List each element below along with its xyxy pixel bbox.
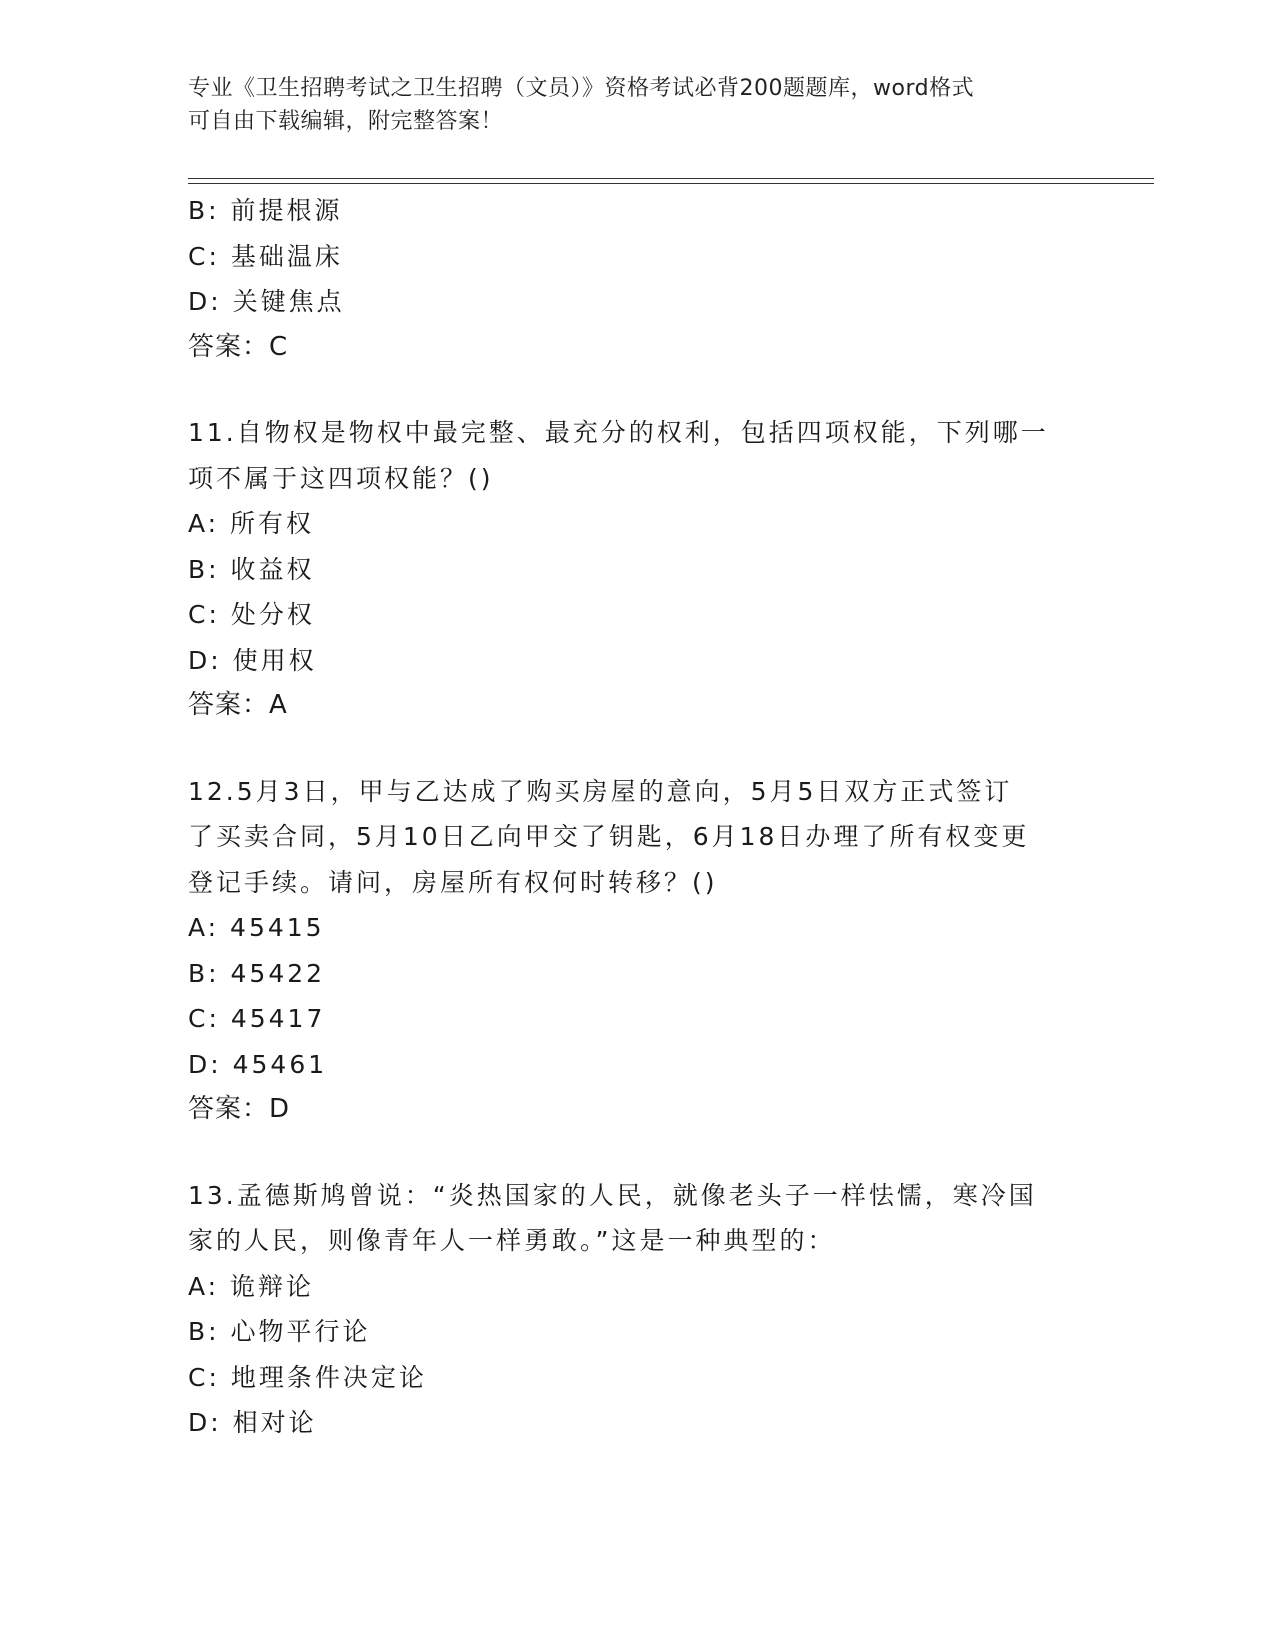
prev-question-block xyxy=(188,188,1088,370)
question-content xyxy=(188,188,1088,1446)
question-stem-line: 家的人民，则像青年人一样勇敢。”这是一种典型的： xyxy=(188,1226,836,1255)
option-d: D: 45461 xyxy=(188,1049,328,1079)
option-d: D: 使用权 xyxy=(188,645,317,675)
answer-line: 答案：A xyxy=(188,690,288,720)
option-a: A: 所有权 xyxy=(188,509,315,538)
question-stem-line: 13.孟德斯鸠曾说：“炎热国家的人民，就像老头子一样怯懦，寒冷国 xyxy=(188,1180,1037,1210)
question-11 xyxy=(188,410,1088,729)
option-b: B: 收益权 xyxy=(188,554,315,584)
header-title-line-1: 专业《卫生招聘考试之卫生招聘（文员）》资格考试必背200题题库，word格式 xyxy=(188,76,975,101)
question-stem-line: 登记手续。请问，房屋所有权何时转移？() xyxy=(188,867,718,897)
question-stem-line: 12.5月3日，甲与乙达成了购买房屋的意向，5月5日双方正式签订 xyxy=(188,776,1013,806)
header-divider xyxy=(188,178,1154,184)
question-stem-line: 11.自物权是物权中最完整、最充分的权利，包括四项权能，下列哪一 xyxy=(188,418,1049,447)
question-13 xyxy=(188,1173,1088,1446)
option-b: B: 前提根源 xyxy=(188,196,343,225)
answer-line: 答案：D xyxy=(188,1094,291,1124)
option-c: C: 地理条件决定论 xyxy=(188,1362,427,1392)
question-stem-line: 了买卖合同，5月10日乙向甲交了钥匙，6月18日办理了所有权变更 xyxy=(188,822,1030,851)
question-12 xyxy=(188,769,1088,1133)
option-c: C: 45417 xyxy=(188,1004,326,1033)
document-header xyxy=(188,72,1088,138)
option-c: C: 处分权 xyxy=(188,600,315,629)
option-d: D: 关键焦点 xyxy=(188,287,345,316)
option-b: B: 45422 xyxy=(188,958,326,988)
answer-line: 答案：C xyxy=(188,331,289,362)
option-c: C: 基础温床 xyxy=(188,241,343,271)
option-a: A: 诡辩论 xyxy=(188,1271,315,1301)
option-d: D: 相对论 xyxy=(188,1408,317,1437)
question-stem-line: 项不属于这四项权能？() xyxy=(188,463,494,493)
option-b: B: 心物平行论 xyxy=(188,1317,371,1346)
option-a: A: 45415 xyxy=(188,913,325,942)
header-title-line-2: 可自由下载编辑，附完整答案！ xyxy=(188,109,504,134)
